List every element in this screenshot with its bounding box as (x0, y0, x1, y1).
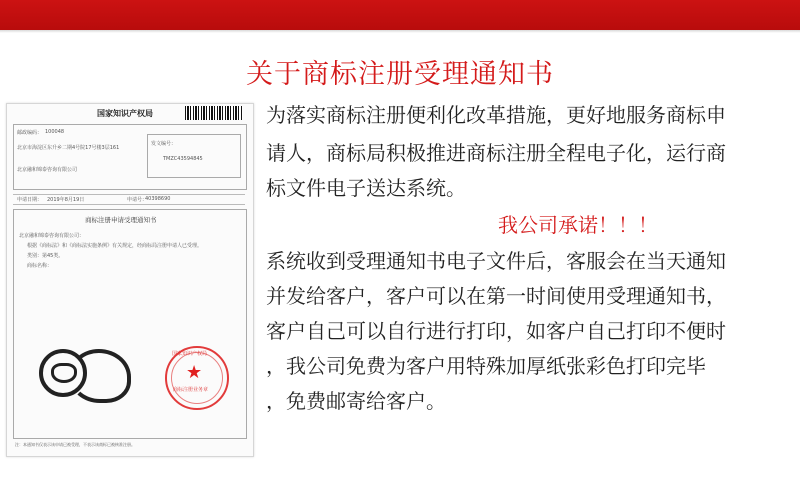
doc-notice-title: 商标注册申请受理通知书 (85, 216, 157, 224)
body-line: ，我公司免费为客户用特殊加厚纸张彩色打印完毕 (266, 354, 706, 378)
doc-apply-date: 2019年8月19日 (47, 197, 85, 203)
seal-name: 商标注册业务章 (173, 387, 209, 393)
body-line: 系统收到受理通知书电子文件后，客服会在当天通知 (266, 249, 726, 273)
doc-header: 国家知识产权局 (97, 109, 153, 118)
trademark-logo-mark (69, 349, 131, 403)
doc-apply-no: 40398690 (145, 196, 171, 202)
seal-star-icon: ★ (186, 362, 203, 383)
body-line: 客户自己可以自行进行打印，如客户自己打印不便时 (266, 319, 726, 343)
doc-divider (13, 204, 245, 205)
doc-address: 北京市海淀区东升乡二期4号院17号楼3层161 (17, 145, 120, 151)
doc-divider (13, 194, 245, 195)
page-title: 关于商标注册受理通知书 (246, 59, 554, 90)
doc-body-line: 类别：第45类。 (27, 253, 64, 259)
seal-text: 国家知识产权局 (172, 351, 208, 357)
doc-body-line: 商标名称： (27, 263, 53, 269)
doc-apply-no-label: 申请号： (127, 197, 148, 203)
promise-heading: 我公司承诺！！！ (498, 213, 658, 237)
intro-line: 标文件电子送达系统。 (266, 176, 466, 200)
promise-paragraph (266, 244, 798, 419)
body-line: ，免费邮寄给客户。 (266, 389, 446, 413)
barcode (185, 106, 243, 120)
top-banner (0, 0, 800, 30)
doc-postcode: 100048 (45, 129, 65, 135)
doc-postcode-label: 邮政编码： (17, 130, 43, 136)
description (266, 98, 798, 419)
body-line: 并发给客户，客户可以在第一时间使用受理通知书， (266, 284, 726, 308)
doc-body-line: 北京融和锦泰咨询有限公司： (19, 233, 85, 239)
doc-apply-date-label: 申请日期： (17, 197, 43, 203)
doc-file-no: TMZC43594845 (163, 156, 203, 162)
doc-footer: 注：本通知书仅表示该申请已被受理，不表示该商标已被核准注册。 (15, 442, 135, 447)
intro-paragraph (266, 98, 798, 206)
doc-body-line: 根据《商标法》和《商标法实施条例》有关规定，经商标局注册申请人已受理。 (27, 243, 203, 249)
doc-file-no-label: 发文编号： (151, 141, 177, 147)
acceptance-notice-image (6, 103, 254, 457)
intro-line: 请人，商标局积极推进商标注册全程电子化，运行商 (266, 141, 726, 165)
intro-line: 为落实商标注册便利化改革措施，更好地服务商标申 (266, 103, 726, 127)
doc-company: 北京融和锦泰咨询有限公司 (17, 167, 78, 173)
